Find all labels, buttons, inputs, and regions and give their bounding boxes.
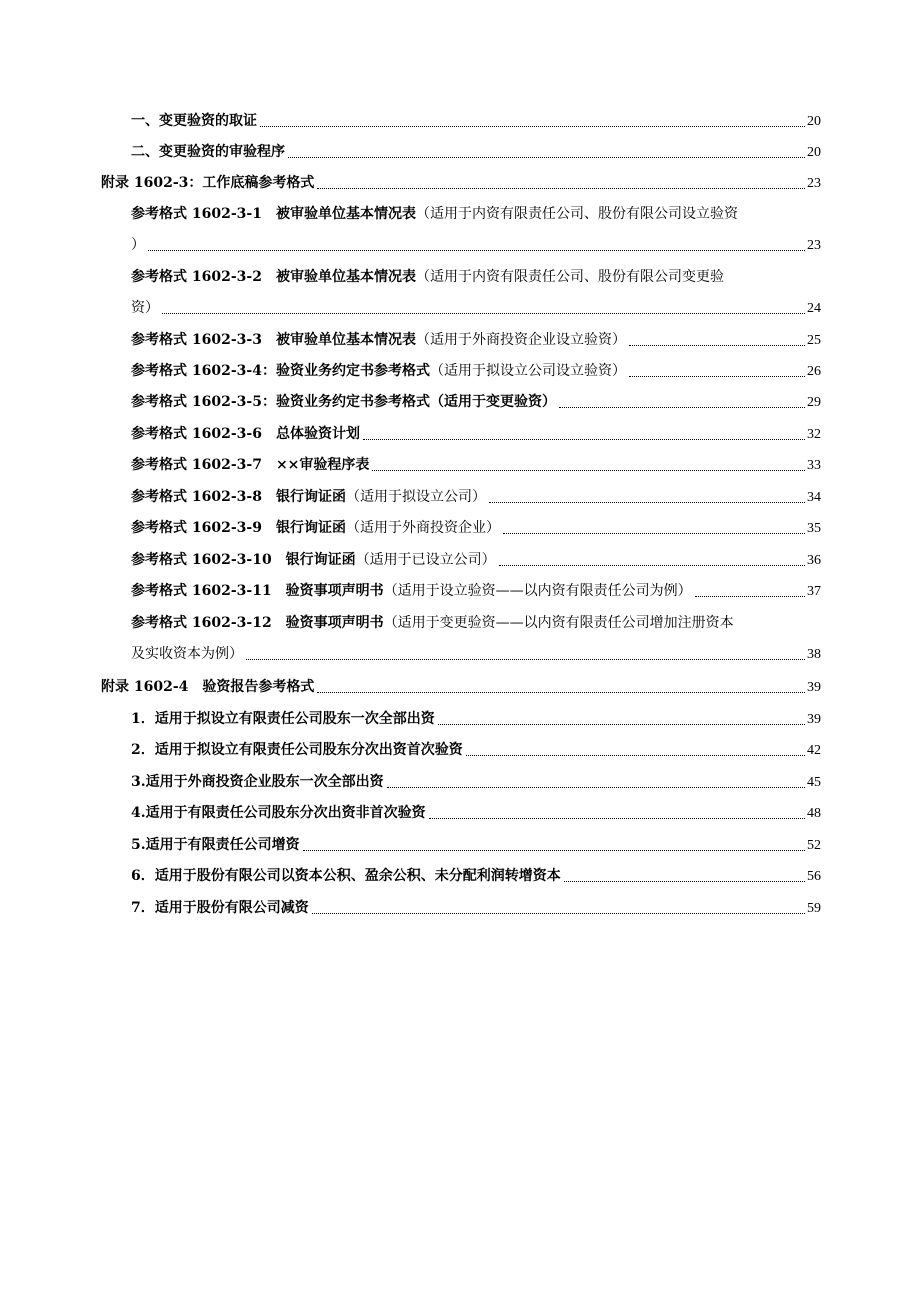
toc-entry[interactable] <box>131 262 821 324</box>
toc-entry-page: 23 <box>807 238 821 253</box>
toc-entry-title: 参考格式 1602-3-7 ××审验程序表 <box>131 457 370 473</box>
dot-leader <box>499 565 805 566</box>
dot-leader <box>363 439 805 440</box>
dot-leader <box>629 376 805 377</box>
toc-entry[interactable] <box>101 168 821 199</box>
toc-entry-note: （适用于设立验资——以内资有限责任公司为例） <box>383 583 692 599</box>
toc-entry-page: 59 <box>807 901 821 916</box>
toc-entry-note-continued: ） <box>131 237 145 253</box>
toc-entry-title: 参考格式 1602-3-1 被审验单位基本情况表 <box>131 206 416 222</box>
toc-entry[interactable] <box>131 608 821 670</box>
toc-entry[interactable] <box>131 735 821 766</box>
toc-entry-page: 38 <box>807 647 821 662</box>
dot-leader <box>288 157 805 158</box>
toc-entry-title: 5.适用于有限责任公司增资 <box>131 837 300 853</box>
toc-entry[interactable] <box>131 137 821 168</box>
toc-entry-page: 20 <box>807 145 821 160</box>
toc-entry[interactable] <box>131 576 821 607</box>
toc-entry-title: 附录 1602-4 验资报告参考格式 <box>101 679 315 695</box>
toc-entry-title: 2．适用于拟设立有限责任公司股东分次出资首次验资 <box>131 742 463 758</box>
dot-leader <box>695 596 805 597</box>
toc-entry-page: 48 <box>807 806 821 821</box>
toc-entry[interactable] <box>131 513 821 544</box>
toc-entry-title: 7．适用于股份有限公司减资 <box>131 900 309 916</box>
toc-entry[interactable] <box>131 830 821 861</box>
toc-entry-page: 25 <box>807 333 821 348</box>
dot-leader <box>260 126 805 127</box>
dot-leader <box>162 313 805 314</box>
toc-entry[interactable] <box>101 672 821 703</box>
dot-leader <box>466 755 805 756</box>
dot-leader <box>317 188 805 189</box>
toc-entry-note-continued: 资） <box>131 300 159 316</box>
toc-entry-title: 3.适用于外商投资企业股东一次全部出资 <box>131 774 384 790</box>
toc-entry[interactable] <box>131 325 821 356</box>
dot-leader <box>372 470 805 471</box>
toc-entry-title: 参考格式 1602-3-5：验资业务约定书参考格式（适用于变更验资） <box>131 394 556 410</box>
toc-entry[interactable] <box>131 419 821 450</box>
toc-entry-title: 参考格式 1602-3-4：验资业务约定书参考格式 <box>131 363 430 379</box>
toc-entry-page: 45 <box>807 775 821 790</box>
toc-entry-title: 二、变更验资的审验程序 <box>131 144 285 160</box>
toc-entry[interactable] <box>131 798 821 829</box>
toc-entry-title: 4.适用于有限责任公司股东分次出资非首次验资 <box>131 805 426 821</box>
toc-entry-page: 39 <box>807 680 821 695</box>
toc-entry[interactable] <box>131 861 821 892</box>
toc-entry-page: 20 <box>807 114 821 129</box>
toc-entry[interactable] <box>131 704 821 735</box>
toc-entry-note: （适用于内资有限责任公司、股份有限公司变更验 <box>415 269 724 285</box>
toc-entry[interactable] <box>131 450 821 481</box>
toc-entry-page: 39 <box>807 712 821 727</box>
toc-entry-title: 参考格式 1602-3-9 银行询证函 <box>131 520 346 536</box>
toc-entry-title: 6．适用于股份有限公司以资本公积、盈余公积、未分配利润转增资本 <box>131 868 561 884</box>
dot-leader <box>503 533 805 534</box>
toc-entry[interactable] <box>131 356 821 387</box>
toc-entry-page: 35 <box>807 521 821 536</box>
toc-entry-title: 附录 1602-3：工作底稿参考格式 <box>101 175 315 191</box>
toc-entry-title: 参考格式 1602-3-6 总体验资计划 <box>131 426 360 442</box>
toc-entry-title: 参考格式 1602-3-3 被审验单位基本情况表 <box>131 332 416 348</box>
dot-leader <box>246 659 805 660</box>
dot-leader <box>312 913 805 914</box>
toc-entry-page: 56 <box>807 869 821 884</box>
toc-entry-title: 参考格式 1602-3-12 验资事项声明书 <box>131 615 384 631</box>
toc-entry-page: 37 <box>807 584 821 599</box>
toc-entry[interactable] <box>131 767 821 798</box>
dot-leader <box>629 345 805 346</box>
toc-entry[interactable] <box>131 106 821 137</box>
toc-entry-title: 参考格式 1602-3-8 银行询证函 <box>131 489 346 505</box>
toc-entry-title: 一、变更验资的取证 <box>131 113 257 129</box>
dot-leader <box>564 881 805 882</box>
toc-entry-page: 23 <box>807 176 821 191</box>
toc-entry-page: 36 <box>807 553 821 568</box>
toc-entry-note: （适用于内资有限责任公司、股份有限公司设立验资 <box>415 206 738 222</box>
toc-entry-page: 33 <box>807 458 821 473</box>
toc-entry-title: 1．适用于拟设立有限责任公司股东一次全部出资 <box>131 711 435 727</box>
toc-entry-note: （适用于拟设立公司设立验资） <box>429 363 626 379</box>
dot-leader <box>489 502 805 503</box>
toc-entry-note-continued: 及实收资本为例） <box>131 646 243 662</box>
toc-entry-note: （适用于外商投资企业） <box>345 520 500 536</box>
toc-entry[interactable] <box>131 199 821 261</box>
toc-entry[interactable] <box>131 893 821 924</box>
toc-entry-page: 52 <box>807 838 821 853</box>
toc-entry-title: 参考格式 1602-3-11 验资事项声明书 <box>131 583 384 599</box>
toc-entry-page: 24 <box>807 301 821 316</box>
toc-entry[interactable] <box>131 482 821 513</box>
toc-entry-note: （适用于变更验资——以内资有限责任公司增加注册资本 <box>383 615 734 631</box>
dot-leader <box>317 692 805 693</box>
dot-leader <box>429 818 805 819</box>
toc-entry-note: （适用于拟设立公司） <box>345 489 486 505</box>
toc-entry-title: 参考格式 1602-3-2 被审验单位基本情况表 <box>131 269 416 285</box>
dot-leader <box>387 787 805 788</box>
toc-entry-page: 32 <box>807 427 821 442</box>
dot-leader <box>148 250 805 251</box>
toc-entry-page: 34 <box>807 490 821 505</box>
dot-leader <box>438 724 805 725</box>
toc-entry-title: 参考格式 1602-3-10 银行询证函 <box>131 552 356 568</box>
dot-leader <box>303 850 805 851</box>
toc-entry-note: （适用于外商投资企业设立验资） <box>415 332 626 348</box>
toc-entry-page: 26 <box>807 364 821 379</box>
toc-entry-page: 42 <box>807 743 821 758</box>
toc-entry[interactable] <box>131 387 821 418</box>
dot-leader <box>559 407 805 408</box>
toc-entry[interactable] <box>131 545 821 576</box>
toc-entry-note: （适用于已设立公司） <box>355 552 496 568</box>
toc-entry-page: 29 <box>807 395 821 410</box>
